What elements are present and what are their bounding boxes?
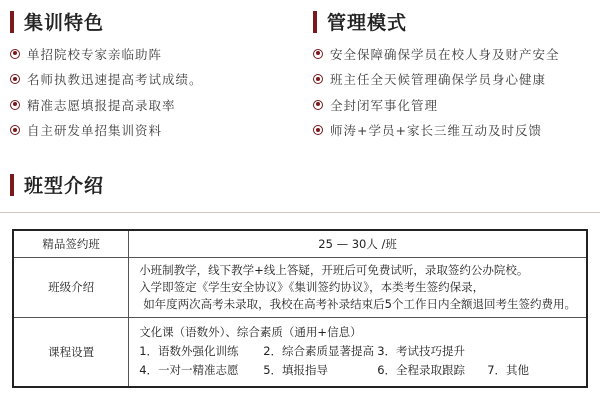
section-divider (0, 212, 600, 213)
class-intro-label: 班级介绍 (13, 257, 129, 317)
management-title: 管理模式 (327, 12, 408, 34)
class-size-value: 25 — 30人 /班 (129, 230, 587, 257)
management-section-header (313, 8, 407, 35)
bullet-icon (313, 74, 323, 84)
class-intro-cell (129, 257, 587, 317)
management-text: 全封闭军事化管理 (330, 97, 439, 113)
intro-line: 入学即签定《学生安全协议》《集训签约协议》，本类考生签约保录， (139, 279, 485, 294)
classes-title: 班型介绍 (24, 175, 105, 197)
list-item (313, 118, 560, 144)
curriculum-heading-row (139, 323, 576, 342)
curriculum-item: 3．考试技巧提升 (377, 344, 466, 359)
bullet-icon (313, 125, 323, 135)
bullet-icon (10, 74, 20, 84)
feature-text: 名师执教迅速提高考试成绩。 (27, 72, 203, 88)
management-text: 安全保障确保学员在校人身及财产安全 (330, 46, 560, 62)
list-item (313, 92, 560, 118)
table-row (13, 230, 587, 257)
feature-text: 精准志愿填报提高录取率 (27, 97, 176, 113)
list-item (10, 92, 203, 118)
curriculum-label: 课程设置 (13, 317, 129, 387)
features-list (10, 41, 203, 143)
class-type-label: 精品签约班 (13, 230, 129, 257)
curriculum-item: 6．全程录取跟踪 (377, 363, 466, 378)
title-accent-bar (10, 174, 14, 196)
table-row (13, 257, 587, 317)
bullet-icon (313, 100, 323, 110)
list-item (313, 41, 560, 67)
intro-line: 如年度两次高考未录取，我校在高考补录结束后5个工作日内全额退回考生签约费用。 (143, 296, 576, 311)
curriculum-row (139, 361, 576, 380)
title-accent-bar (313, 11, 317, 33)
management-text: 班主任全天候管理确保学员身心健康 (330, 72, 547, 88)
features-section-header (10, 8, 104, 35)
classes-section-header (10, 171, 104, 198)
features-title: 集训特色 (24, 12, 105, 34)
feature-text: 自主研发单招集训资料 (27, 123, 163, 139)
list-item (10, 41, 203, 67)
bullet-icon (10, 125, 20, 135)
bullet-icon (10, 49, 20, 59)
class-info-table (12, 229, 588, 388)
curriculum-heading: 文化课（语数外）、综合素质（通用+信息） (139, 325, 362, 340)
curriculum-item: 2．综合素质显著提高 (263, 344, 375, 359)
curriculum-item: 5．填报指导 (263, 363, 329, 378)
bullet-icon (10, 100, 20, 110)
table-row (13, 317, 587, 387)
bullet-icon (313, 49, 323, 59)
curriculum-row (139, 342, 576, 361)
list-item (10, 67, 203, 93)
intro-line: 小班制教学，线下教学+线上答疑，开班后可免费试听，录取签约公办院校。 (139, 262, 529, 277)
list-item (313, 67, 560, 93)
curriculum-item: 1．语数外强化训练 (139, 344, 239, 359)
list-item (10, 118, 203, 144)
curriculum-item: 4．一对一精准志愿 (139, 363, 239, 378)
management-text: 师涛+学员+家长三维互动及时反馈 (330, 123, 542, 139)
feature-text: 单招院校专家亲临助阵 (27, 46, 163, 62)
title-accent-bar (10, 11, 14, 33)
curriculum-item: 7．其他 (487, 363, 530, 378)
curriculum-cell (129, 317, 587, 387)
management-list (313, 41, 560, 143)
